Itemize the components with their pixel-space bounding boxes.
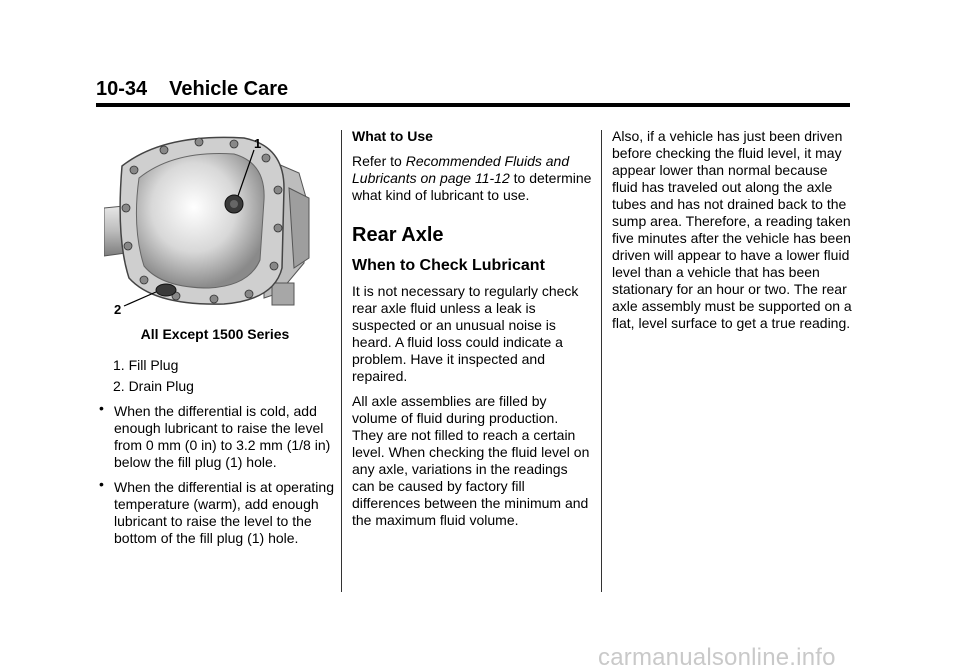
- refer-suffix: to determine what kind of lubricant to use.: [352, 170, 592, 203]
- bullet-icon: •: [99, 476, 104, 492]
- page-number: 10-34: [96, 78, 148, 100]
- list-item: 2. Drain Plug: [113, 378, 194, 394]
- paragraph: Also, if a vehicle has just been driven before checking the fluid level, it may appear lower than normal because fluid has traveled out along the axle tubes and has not drained back to the sump area. Therefore, a reading taken five minutes after the vehicle has been driven will appear to have a lower fluid level than a vehicle that has been stationary for an hour or two. The rear axle assembly must be supported on a flat, level surface to get a true reading.: [612, 128, 852, 331]
- figure-caption: All Except 1500 Series: [140, 326, 290, 342]
- column-divider-1: [341, 130, 342, 592]
- list-item: 1. Fill Plug: [113, 357, 179, 373]
- bullet-icon: •: [99, 400, 104, 416]
- when-to-check-heading: When to Check Lubricant: [352, 257, 545, 274]
- rear-axle-diagram-icon: [104, 128, 334, 318]
- plug-list: [113, 357, 334, 395]
- column-divider-2: [601, 130, 602, 592]
- rear-axle-heading: Rear Axle: [352, 224, 444, 246]
- header-rule: [96, 103, 850, 107]
- column-3: [612, 128, 852, 340]
- bullet-item: [96, 476, 334, 547]
- fluids-reference-link[interactable]: Recommended Fluids and Lubricants on page 11-12: [352, 153, 570, 186]
- paragraph: It is not necessary to regularly check rear axle fluid unless a leak is suspected or an unusual noise is heard. A fluid loss could indicate a problem. Have it inspected and repaired.: [352, 283, 579, 384]
- callout-1: 1: [254, 136, 262, 151]
- column-2: [352, 128, 592, 537]
- page-header: [96, 78, 288, 101]
- paragraph: All axle assemblies are filled by volume of fluid during production. They are not filled to reach a certain level. When checking the fluid level on any axle, variations in the readings can be caused by factory fill differences between the minimum and the maximum fluid volume.: [352, 393, 590, 528]
- bullet-item: [96, 400, 334, 471]
- refer-prefix: Refer to: [352, 153, 406, 169]
- callout-2: 2: [114, 302, 122, 317]
- section-title: Vehicle Care: [169, 78, 289, 100]
- bullet-text: When the differential is at operating temperature (warm), add enough lubricant to raise the level to the bottom of the fill plug (1) hole.: [114, 479, 334, 546]
- bullet-text: When the differential is cold, add enough lubricant to raise the level from 0 mm (0 in) to 3.2 mm (1/8 in) below the fill plug (1) hole.: [114, 403, 331, 470]
- refer-paragraph: [352, 153, 592, 204]
- column-1: [96, 128, 334, 555]
- axle-figure: [104, 128, 334, 318]
- watermark: carmanualsonline.info: [598, 644, 836, 671]
- what-to-use-heading: What to Use: [352, 128, 433, 144]
